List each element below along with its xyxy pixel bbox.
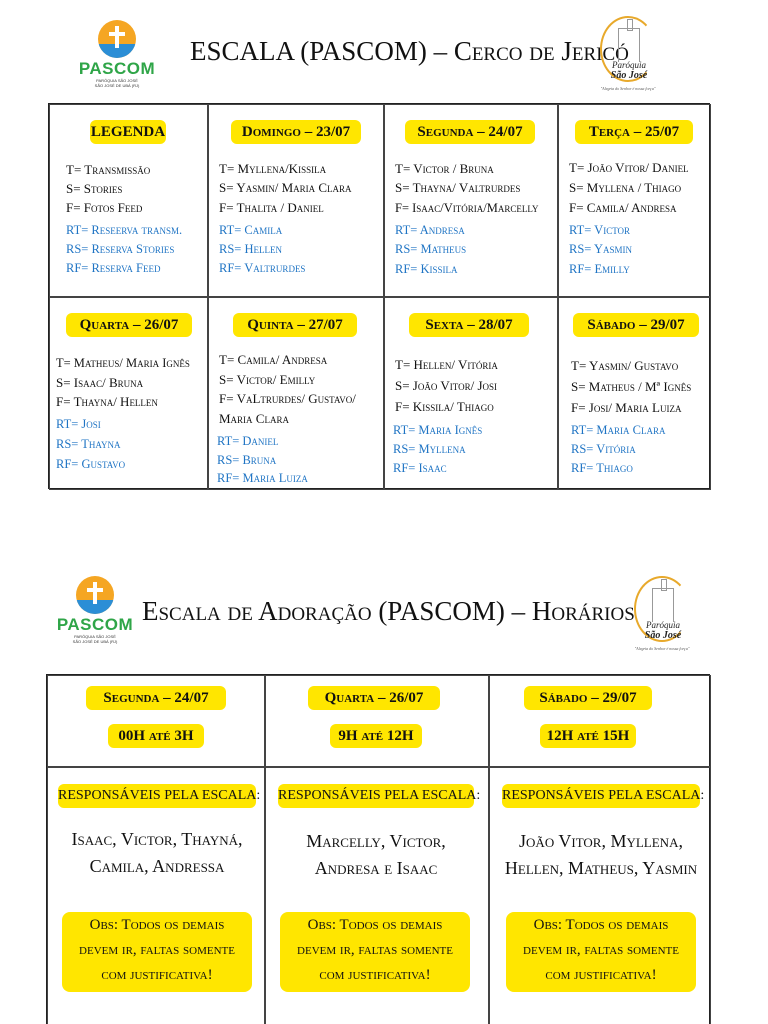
responsible-label: RESPONSÁVEIS PELA ESCALA:	[278, 784, 474, 808]
day-header: Quarta – 26/07	[308, 686, 440, 710]
day-header: Sábado – 29/07	[573, 313, 699, 337]
church-icon	[618, 28, 640, 62]
day-header: Quarta – 26/07	[66, 313, 192, 337]
cross-icon	[98, 20, 136, 58]
obs-note: Obs: Todos os demais devem ir, faltas somente com justificativa!	[506, 912, 696, 992]
day-header: Quinta – 27/07	[233, 313, 357, 337]
day-header: Domingo – 23/07	[231, 120, 361, 144]
legend-header: LEGENDA	[90, 120, 166, 144]
parish-logo: Paróquia São José "Alegria do Senhor é nossa força"	[596, 16, 660, 94]
day-cell-quinta: Quinta – 27/07 T= Camila/ Andresa S= Victor/ Emilly F= VaLtrurdes/ Gustavo/ Maria Clara RT= Daniel RS= Bruna RF= Maria Luiza	[208, 297, 384, 490]
day-header: Segunda – 24/07	[405, 120, 535, 144]
pascom-logo: PASCOM PARÓQUIA SÃO JOSÉ SÃO JOSÉ DE UBÁ (RJ)	[72, 20, 162, 88]
time-slot: 12H até 15H	[540, 724, 636, 748]
legend-cell: LEGENDA T= Transmissão S= Stories F= Fotos Feed RT= Reseerva transm. RS= Reserva Stories RF= Reserva Feed	[49, 104, 208, 297]
day-cell-terca: Terça – 25/07 T= João Vitor/ Daniel S= Myllena / Thiago F= Camila/ Andresa RT= Victor RS= Yasmin RF= Emilly	[558, 104, 711, 297]
day-cell-sexta: Sexta – 28/07 T= Hellen/ Vitória S= João Vitor/ Josi F= Kissila/ Thiago RT= Maria Ignês RS= Myllena RF= Isaac	[384, 297, 558, 490]
adoration-title: Escala de Adoração (PASCOM) – Horários	[142, 596, 635, 626]
day-header: Sábado – 29/07	[524, 686, 652, 710]
obs-note: Obs: Todos os demais devem ir, faltas somente com justificativa!	[62, 912, 252, 992]
church-icon	[652, 588, 674, 622]
time-slot: 9H até 12H	[330, 724, 422, 748]
parish-logo: Paróquia São José "Alegria do Senhor é nossa força"	[630, 576, 694, 654]
schedule-grid	[48, 103, 710, 489]
responsible-label: RESPONSÁVEIS PELA ESCALA:	[502, 784, 700, 808]
day-header: Segunda – 24/07	[86, 686, 226, 710]
adoration-grid: Segunda – 24/07 00H até 3H RESPONSÁVEIS PELA ESCALA: Isaac, Victor, Thayná, Camila, Andressa Obs: Todos os demais devem ir, faltas somente com justificativa! Quarta – 26/07 9H até 12H RESPONSÁVEIS PELA ESCALA: Marcelly, Victor, Andresa e Isaac Obs: Todos os demais devem ir, faltas somente com justificativa! Sábado – 29/07 12H até 15H RESPONSÁVEIS PELA ESCALA: João Vitor, Myllena, Hellen, Matheus, Yasmin Obs: Todos os demais devem ir, faltas somente com justificativa!	[46, 674, 710, 1024]
day-cell-segunda: Segunda – 24/07 T= Victor / Bruna S= Thayna/ Valtrurdes F= Isaac/Vitória/Marcelly RT= Andresa RS= Matheus RF= Kissila	[384, 104, 558, 297]
cross-icon	[76, 576, 114, 614]
schedule-title: ESCALA (PASCOM) – Cerco de Jericó	[190, 36, 629, 66]
day-cell-domingo: Domingo – 23/07 T= Myllena/Kissila S= Yasmin/ Maria Clara F= Thalita / Daniel RT= Camila RS= Hellen RF= Valtrurdes	[208, 104, 384, 297]
adoration-column-quarta	[265, 675, 489, 767]
day-header: Sexta – 28/07	[409, 313, 529, 337]
day-header: Terça – 25/07	[575, 120, 693, 144]
adoration-column-segunda	[47, 675, 265, 767]
time-slot: 00H até 3H	[108, 724, 204, 748]
adoration-column-sabado	[489, 675, 711, 767]
responsible-label: RESPONSÁVEIS PELA ESCALA:	[58, 784, 256, 808]
day-cell-sabado: Sábado – 29/07 T= Yasmin/ Gustavo S= Matheus / Mª Ignês F= Josi/ Maria Luiza RT= Maria Clara RS= Vitória RF= Thiago	[558, 297, 711, 490]
pascom-logo: PASCOM PARÓQUIA SÃO JOSÉ SÃO JOSÉ DE UBÁ (RJ)	[50, 576, 140, 644]
obs-note: Obs: Todos os demais devem ir, faltas somente com justificativa!	[280, 912, 470, 992]
day-cell-quarta: Quarta – 26/07 T= Matheus/ Maria Ignês S= Isaac/ Bruna F= Thayna/ Hellen RT= Josi RS= Thayna RF= Gustavo	[49, 297, 208, 490]
